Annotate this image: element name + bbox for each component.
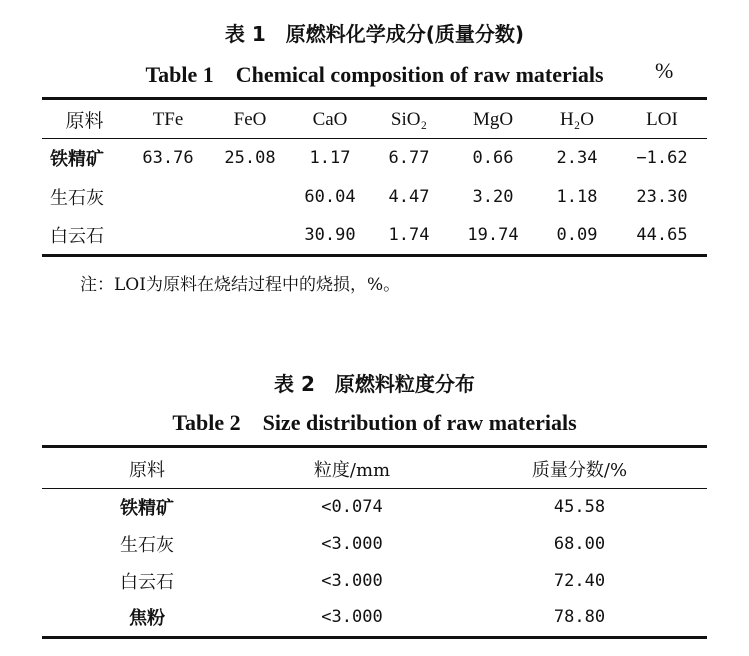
table1-value-cell: 30.90: [304, 225, 356, 245]
table1: [42, 101, 707, 254]
table1-value-cell: [209, 216, 291, 254]
table2-material-cell: 生石灰: [120, 534, 174, 556]
table1-value-cell: 19.74: [467, 225, 519, 245]
table1-header-row: [42, 101, 707, 138]
table1-row: [42, 138, 707, 177]
table2-material-cell: 白云石: [120, 571, 174, 593]
table1-value-cell: 1.18: [556, 186, 598, 207]
table1-value-cell: 4.47: [388, 186, 430, 207]
table1-unit: %: [655, 58, 674, 83]
table1-material-cell: 铁精矿: [50, 148, 104, 170]
table1-header-cell: 原料: [65, 111, 104, 132]
table1-header-cell: TFe: [152, 108, 184, 130]
table1-en-caption: [0, 58, 749, 89]
table1-value-cell: 2.34: [556, 147, 598, 168]
table1-note: 注：LOI为原料在烧结过程中的烧损，%。: [80, 275, 401, 295]
table1-cn-caption: 表 1 原燃料化学成分(质量分数): [224, 22, 525, 46]
table1-value-cell: 63.76: [142, 147, 194, 168]
table1-value-cell: 6.77: [388, 147, 430, 168]
table2-top-rule: [42, 445, 707, 448]
table2-header-cell: 粒度/mm: [313, 459, 391, 481]
table2-fraction-cell: 72.40: [553, 570, 606, 591]
table1-header-cell: MgO: [472, 108, 514, 130]
table2-bottom-rule: [42, 636, 707, 639]
table1-value-cell: 3.20: [472, 186, 514, 207]
table1-en-caption-text: Table 1 Chemical composition of raw materials: [145, 62, 604, 87]
table2-material-cell: 焦粉: [129, 608, 165, 629]
table2-header-cell: 质量分数/%: [531, 459, 628, 481]
table2-cn-caption: 表 2 原燃料粒度分布: [274, 372, 475, 396]
table1-value-cell: 44.65: [636, 225, 688, 245]
table2-row: [42, 562, 707, 599]
table2: [42, 449, 707, 635]
table1-bottom-rule: [42, 254, 707, 257]
table1-value-cell: 25.08: [224, 147, 276, 168]
table2-size-cell: <3.000: [321, 607, 383, 627]
table1-material-cell: 生石灰: [50, 187, 104, 209]
table1-value-cell: −1.62: [636, 147, 688, 168]
table1-value-cell: 1.17: [309, 147, 351, 168]
table2-row: [42, 488, 707, 525]
table2-fraction-cell: 68.00: [553, 533, 606, 554]
table2-size-cell: <3.000: [321, 533, 383, 554]
table2-fraction-cell: 45.58: [553, 496, 606, 517]
table1-row: [42, 177, 707, 216]
table1-value-cell: 1.74: [388, 225, 430, 245]
table1-header-cell: SiO₂: [390, 108, 428, 130]
table1-header-cell: CaO: [312, 108, 348, 130]
table2-material-cell: 铁精矿: [120, 497, 174, 519]
table2-header-row: [42, 449, 707, 488]
table2-fraction-cell: 78.80: [553, 607, 606, 627]
table1-row: [42, 216, 707, 254]
table1-value-cell: [209, 177, 291, 216]
table1-header-cell: H₂O: [559, 108, 595, 130]
table1-value-cell: 0.09: [556, 225, 598, 245]
table2-row: [42, 525, 707, 562]
table1-value-cell: 23.30: [636, 186, 688, 207]
table1-value-cell: [127, 216, 209, 254]
table2-header-cell: 原料: [129, 459, 165, 481]
table2-row: [42, 599, 707, 635]
table2-size-cell: <3.000: [321, 570, 383, 591]
table1-value-cell: [127, 177, 209, 216]
table1-header-cell: LOI: [646, 108, 678, 130]
table2-en-caption: Table 2 Size distribution of raw materials: [172, 410, 577, 435]
table1-top-rule: [42, 97, 707, 100]
table1-header-cell: FeO: [233, 108, 267, 130]
table1-value-cell: 0.66: [472, 147, 514, 168]
table1-value-cell: 60.04: [304, 186, 356, 207]
table2-size-cell: <0.074: [321, 496, 383, 517]
table1-material-cell: 白云石: [50, 226, 104, 247]
